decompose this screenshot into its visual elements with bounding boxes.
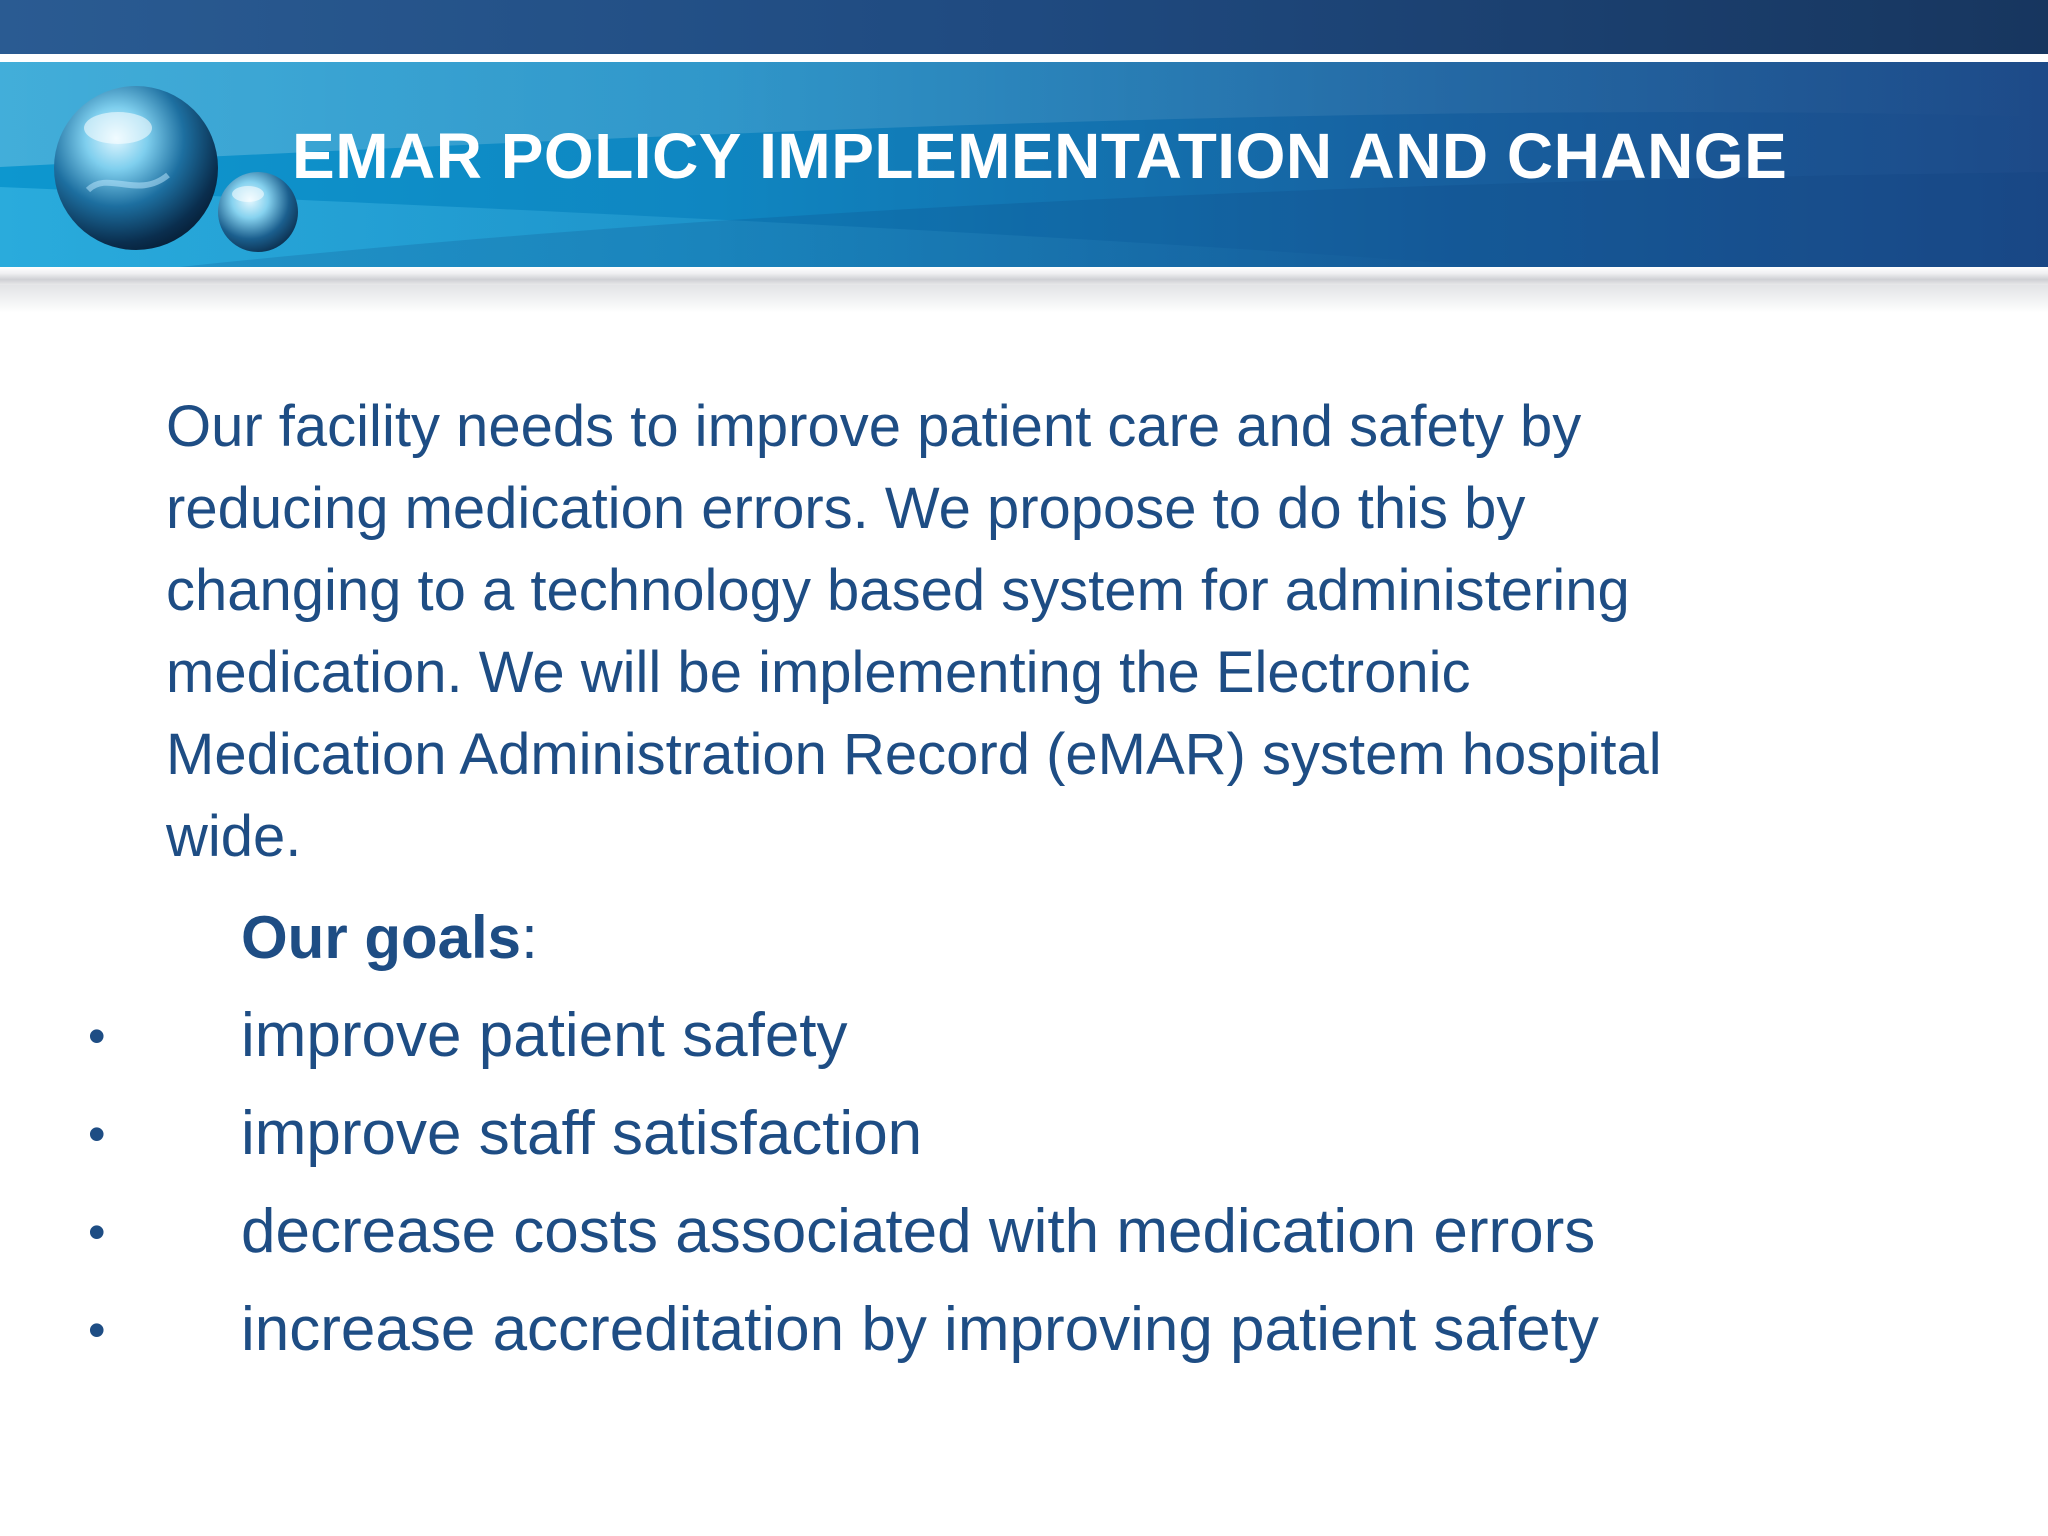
intro-line: changing to a technology based system for administering — [166, 558, 1630, 623]
goal-text: improve patient safety — [241, 1001, 848, 1070]
slide-title: EMAR POLICY IMPLEMENTATION AND CHANGE — [292, 120, 1788, 192]
goal-text: increase accreditation by improving patient safety — [241, 1295, 1599, 1364]
small-sphere — [218, 172, 298, 252]
glass-spheres-logo-icon — [48, 80, 308, 260]
goal-text: improve staff satisfaction — [241, 1099, 923, 1168]
banner-shadow — [0, 285, 2048, 313]
intro-line: Medication Administration Record (eMAR) system hospital — [166, 722, 1662, 787]
intro-line: medication. We will be implementing the Electronic — [166, 640, 1471, 705]
goal-text: decrease costs associated with medication errors — [241, 1197, 1596, 1266]
large-sphere — [54, 86, 218, 250]
bullet-icon: • — [88, 1302, 106, 1358]
goals-heading-label: Our goals — [241, 904, 522, 971]
divider-line — [0, 54, 2048, 62]
intro-paragraph — [166, 386, 1946, 878]
top-band — [0, 0, 2048, 54]
goals-heading-colon: : — [521, 904, 538, 971]
banner-bottom-edge — [0, 267, 2048, 285]
intro-line: Our facility needs to improve patient care and safety by — [166, 394, 1582, 459]
intro-line: wide. — [166, 804, 302, 869]
bullet-icon: • — [88, 1008, 106, 1064]
bullet-icon: • — [88, 1106, 106, 1162]
goals-heading — [241, 898, 538, 978]
intro-line: reducing medication errors. We propose to do this by — [166, 476, 1526, 541]
bullet-icon: • — [88, 1204, 106, 1260]
